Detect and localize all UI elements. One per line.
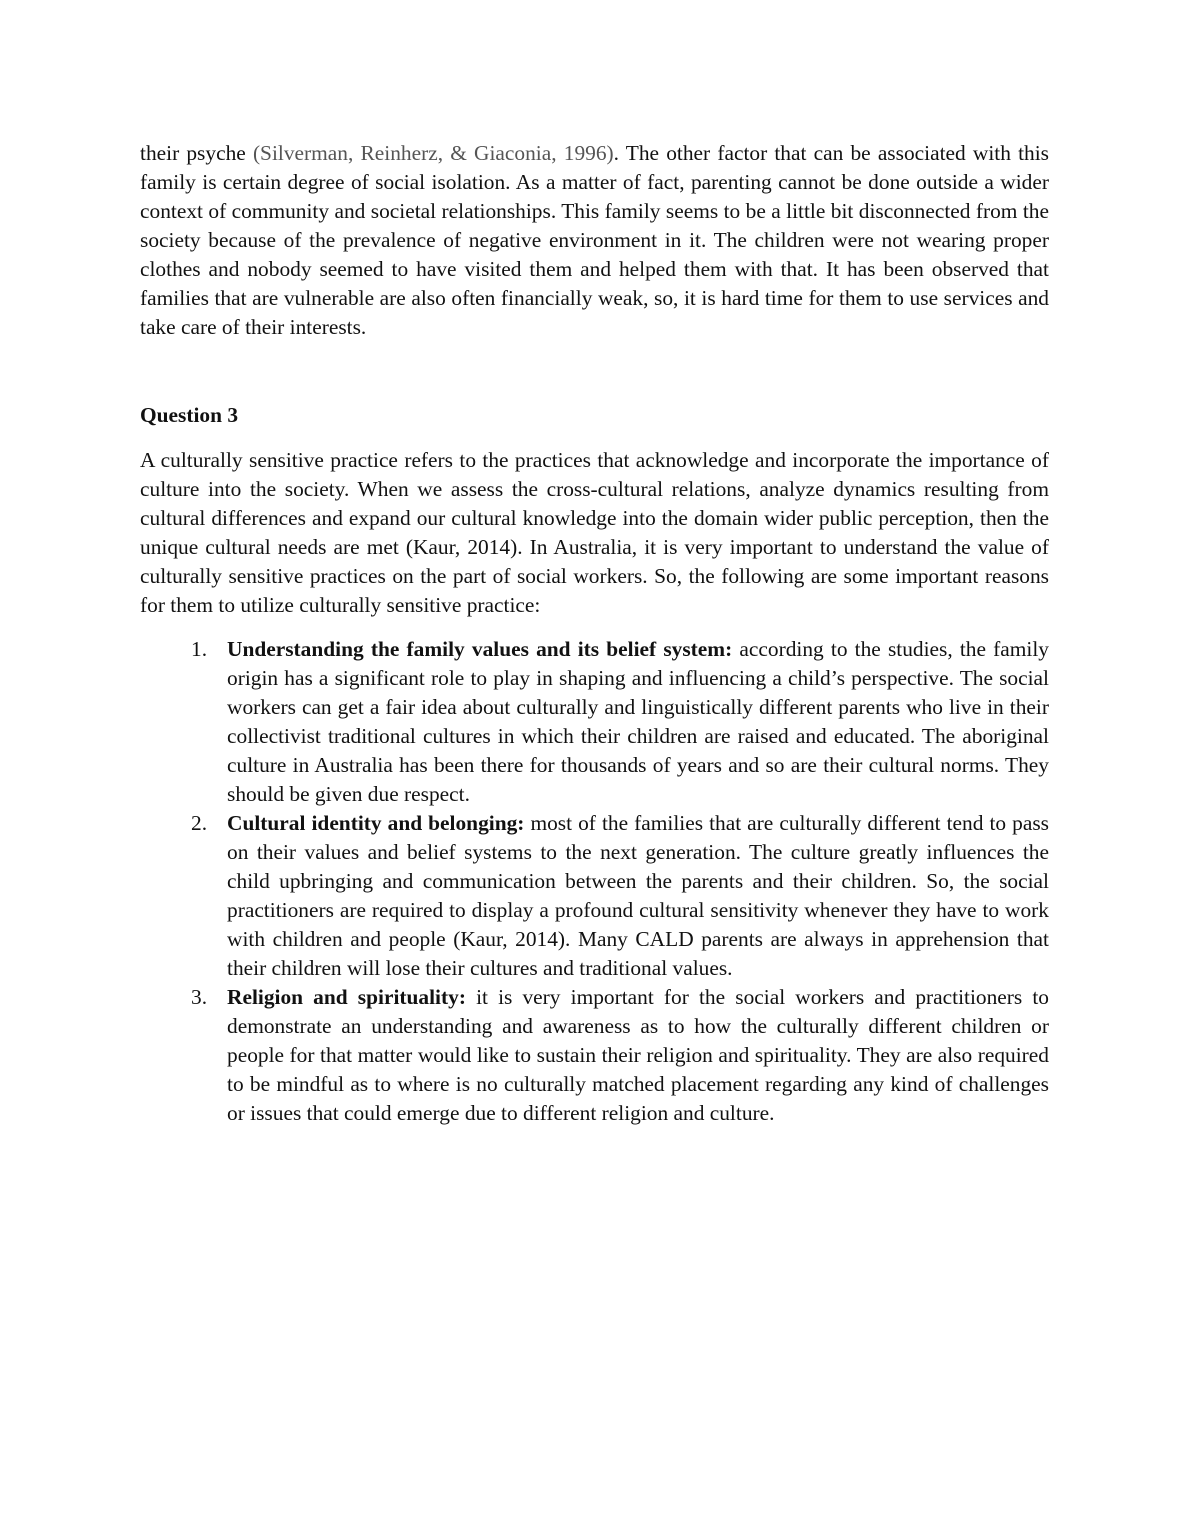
intro-text-rest: . The other factor that can be associated with this family is certain degree of social isolation. As a matter of fact, parenting cannot be done outside a wider context of community and societal relationships. This family seems to be a little bit disconnected from the society because of the prevalence of negative environment in it. The children were not wearing proper clothes and nobody seemed to have visited them and helped them with that. It has been observed that families that are vulnerable are also often financially weak, so, it is hard time for them to use services and take care of their interests. (140, 141, 1049, 339)
question-heading: Question 3 (140, 403, 239, 427)
list-item-text: according to the studies, the family origin has a significant role to play in shaping and influencing a child’s perspective. The social workers can get a fair idea about culturally and linguistically different parents who live in their collectivist traditional cultures in which their children are raised and educated. The aboriginal culture in Australia has been there for thousands of years and so are their cultural norms. They should be given due respect. (227, 637, 1049, 806)
list-item-number: 1. (191, 637, 208, 661)
list-item (140, 983, 1049, 1128)
reasons-list (140, 635, 1049, 1128)
list-item-number: 3. (191, 985, 208, 1009)
list-item-number: 2. (191, 811, 208, 835)
intro-text-start: their psyche (140, 141, 253, 165)
list-item (140, 635, 1049, 809)
citation-silverman: (Silverman, Reinherz, & Giaconia, 1996) (252, 141, 614, 165)
list-item-term: Cultural identity and belonging: (227, 811, 525, 835)
list-item-text: most of the families that are culturally different tend to pass on their values and belief systems to the next generation. The culture greatly influences the child upbringing and communication between the parents and their children. So, the social practitioners are required to display a profound cultural sensitivity whenever they have to work with children and people (Kaur, 2014). Many CALD parents are always in apprehension that their children will lose their cultures and traditional values. (227, 811, 1049, 980)
list-item-term: Understanding the family values and its belief system: (227, 637, 733, 661)
intro-paragraph (140, 139, 1049, 342)
list-item (140, 809, 1049, 983)
list-item-text: it is very important for the social workers and practitioners to demonstrate an understanding and awareness as to how the culturally different children or people for that matter would like to sustain their religion and spirituality. They are also required to be mindful as to where is no culturally matched placement regarding any kind of challenges or issues that could emerge due to different religion and culture. (227, 985, 1049, 1125)
culturally-sensitive-paragraph: A culturally sensitive practice refers to the practices that acknowledge and incorporate the importance of culture into the society. When we assess the cross-cultural relations, analyze dynamics resulting from cultural differences and expand our cultural knowledge into the domain wider public perception, then the unique cultural needs are met (Kaur, 2014). In Australia, it is very important to understand the value of culturally sensitive practices on the part of social workers. So, the following are some important reasons for them to utilize culturally sensitive practice: (140, 448, 1049, 617)
document-page (140, 139, 1049, 1128)
list-item-term: Religion and spirituality: (227, 985, 466, 1009)
